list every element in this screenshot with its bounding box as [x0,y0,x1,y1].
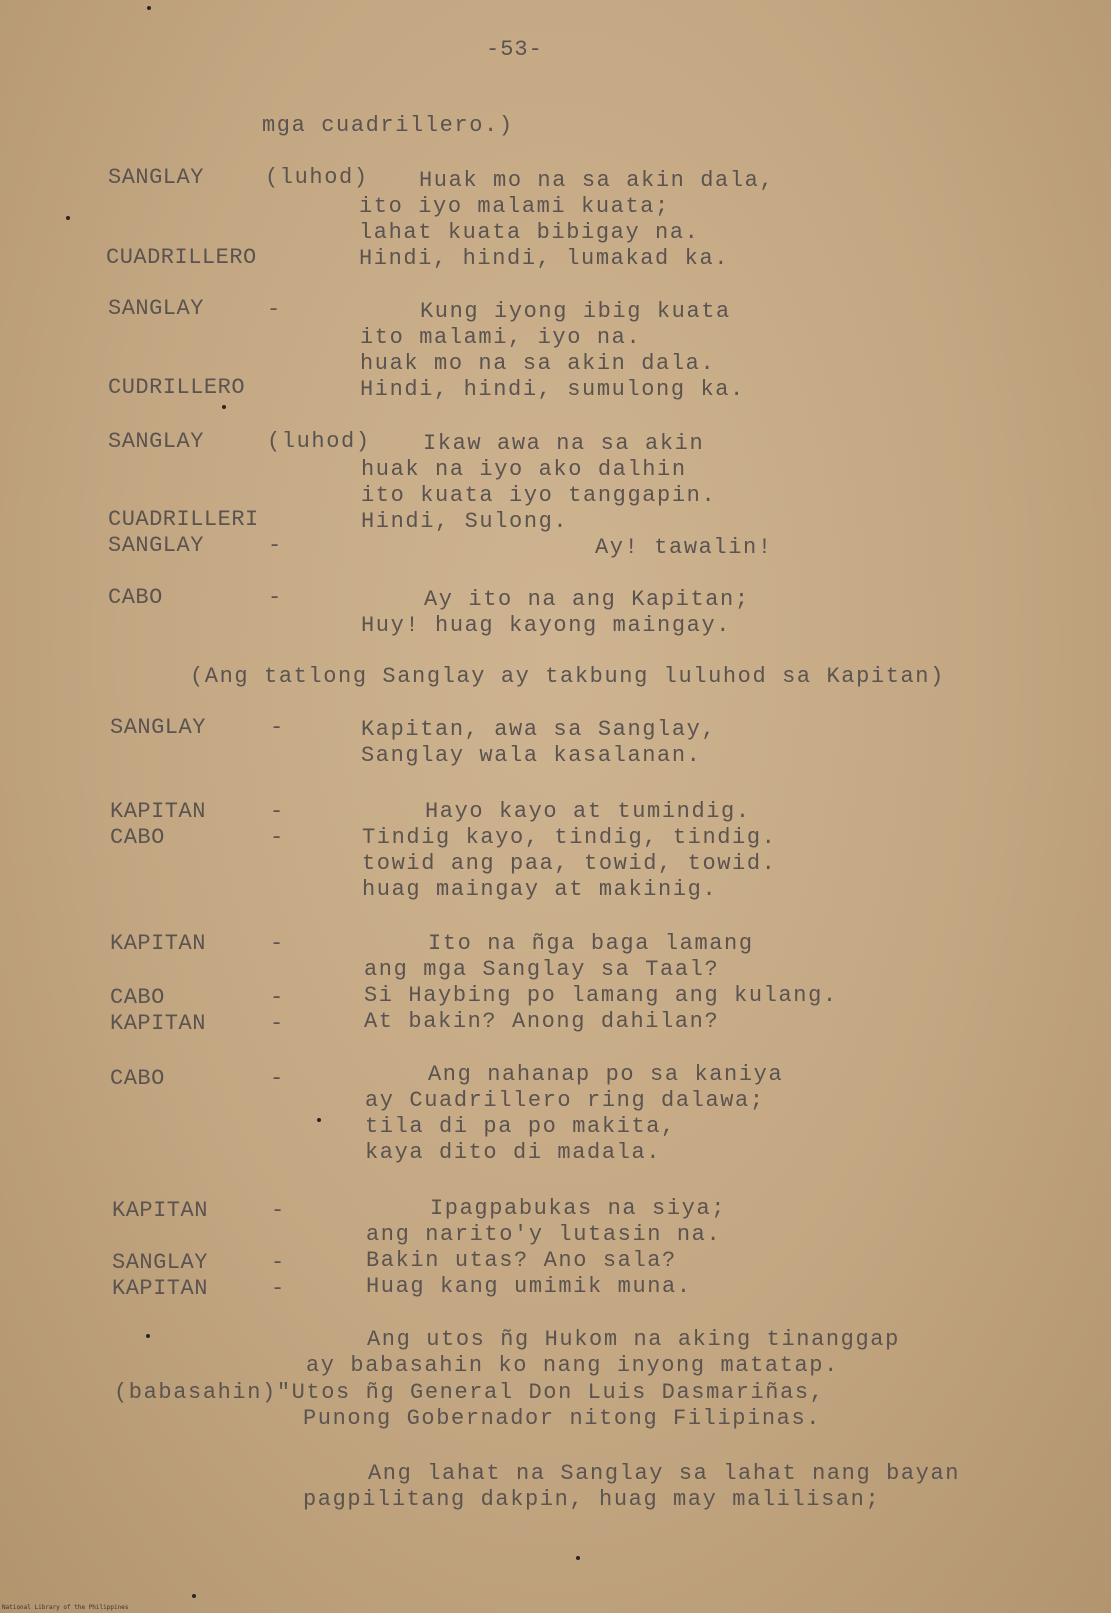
stage-direction: (Ang tatlong Sanglay ay takbung luluhod sa Kapitan) [190,664,945,689]
dialogue-line: kaya dito di madala. [365,1140,662,1165]
speaker-label: SANGLAY [108,296,204,321]
dash: - [270,985,285,1010]
stage-direction: (luhod) [265,165,369,190]
dialogue-line: Hayo kayo at tumindig. [425,799,751,824]
dialogue-line: Punong Gobernador nitong Filipinas. [303,1406,822,1431]
paper-speck [576,1556,580,1560]
speaker-label: CABO [110,825,165,850]
dialogue-line: Huag kang umimik muna. [366,1274,692,1299]
speaker-label: KAPITAN [110,1011,206,1036]
paper-speck [222,405,226,409]
speaker-label: CUADRILLERI [108,507,259,532]
dialogue-line: Kapitan, awa sa Sanglay, [361,717,717,742]
text-line: mga cuadrillero.) [262,113,514,138]
dialogue-line: lahat kuata bibigay na. [359,220,700,245]
dialogue-line: Sanglay wala kasalanan. [361,743,702,768]
dash: - [271,1198,286,1223]
dialogue-line: Ang nahanap po sa kaniya [428,1062,784,1087]
dialogue-line: ang narito'y lutasin na. [366,1222,722,1247]
dialogue-line: Bakin utas? Ano sala? [366,1248,677,1273]
dialogue-line: Ay! tawalin! [595,535,773,560]
dialogue-line: tila di pa po makita, [365,1114,676,1139]
dialogue-line: At bakin? Anong dahilan? [364,1009,720,1034]
paper-speck [192,1594,196,1598]
page-number: -53- [486,37,543,62]
speaker-label: KAPITAN [110,799,206,824]
footer-credit: National Library of the Philippines [2,1604,129,1611]
dialogue-line: huak mo na sa akin dala. [360,351,716,376]
speaker-label: CUDRILLERO [108,375,246,400]
dash: - [270,825,285,850]
dialogue-line: Tindig kayo, tindig, tindig. [362,825,777,850]
speaker-label: SANGLAY [108,429,204,454]
speaker-label: SANGLAY [112,1250,208,1275]
dialogue-line: Huy! huag kayong maingay. [361,613,732,638]
speaker-label: SANGLAY [110,715,206,740]
dialogue-line: ang mga Sanglay sa Taal? [364,957,720,982]
paper-speck [66,216,70,220]
paper-speck [146,1334,150,1338]
speaker-label: CABO [108,585,163,610]
dialogue-line: Ay ito na ang Kapitan; [424,587,750,612]
dialogue-line: Hindi, hindi, lumakad ka. [359,246,730,271]
dash: - [270,1066,285,1091]
dash: - [270,1011,285,1036]
dash: - [271,1250,286,1275]
dialogue-line: huag maingay at makinig. [362,877,718,902]
stage-direction: (luhod) [267,429,371,454]
dash: - [268,585,283,610]
speaker-label: CUADRILLERO [106,245,257,270]
speaker-label: CABO [110,985,165,1010]
speaker-label: CABO [110,1066,165,1091]
dialogue-line: ay Cuadrillero ring dalawa; [365,1088,765,1113]
dialogue-line: ito malami, iyo na. [360,325,642,350]
dialogue-line: Ikaw awa na sa akin [423,431,705,456]
dialogue-line: Ipagpabukas na siya; [430,1196,727,1221]
dash: - [267,297,282,322]
dialogue-line: ito iyo malami kuata; [359,194,670,219]
paper-speck [317,1118,321,1122]
dialogue-line: huak na iyo ako dalhin [361,457,687,482]
dialogue-line: ay babasahin ko nang inyong matatap. [306,1353,839,1378]
dialogue-line: Hindi, hindi, sumulong ka. [360,377,745,402]
dialogue-line: Hindi, Sulong. [361,509,569,534]
speaker-label: KAPITAN [112,1276,208,1301]
dialogue-line: Si Haybing po lamang ang kulang. [364,983,838,1008]
speaker-label: KAPITAN [110,931,206,956]
dash: - [270,799,285,824]
dialogue-line: pagpilitang dakpin, huag may malilisan; [303,1487,881,1512]
paper-speck [147,6,151,10]
speaker-label: SANGLAY [108,165,204,190]
dialogue-line: (babasahin)"Utos ñg General Don Luis Dasmariñas, [114,1380,825,1405]
dialogue-line: Kung iyong ibig kuata [420,299,731,324]
dialogue-line: towid ang paa, towid, towid. [362,851,777,876]
dialogue-line: Ito na ñga baga lamang [428,931,754,956]
dialogue-line: Ang utos ñg Hukom na aking tinanggap [367,1327,900,1352]
dash: - [270,715,285,740]
dialogue-line: ito kuata iyo tanggapin. [361,483,717,508]
speaker-label: SANGLAY [108,533,204,558]
dash: - [268,533,283,558]
speaker-label: KAPITAN [112,1198,208,1223]
dialogue-line: Ang lahat na Sanglay sa lahat nang bayan [368,1461,961,1486]
dialogue-line: Huak mo na sa akin dala, [419,168,775,193]
dash: - [270,931,285,956]
dash: - [271,1276,286,1301]
